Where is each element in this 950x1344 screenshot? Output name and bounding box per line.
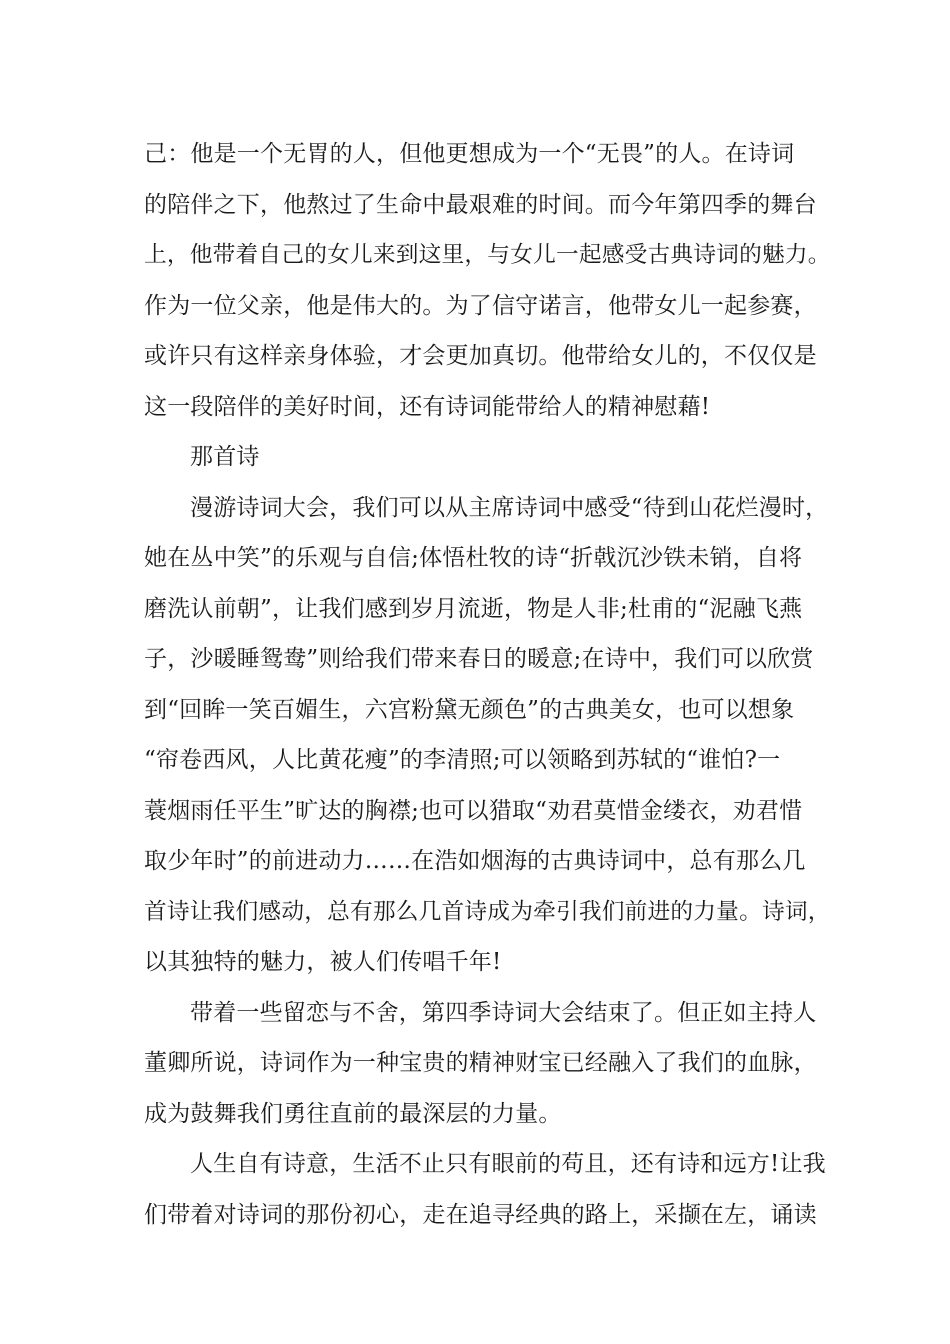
document-body — [144, 129, 834, 1240]
text-line-4: 作为一位父亲，他是伟大的。为了信守诺言，他带女儿一起参赛， — [144, 292, 817, 319]
text-line-6: 这一段陪伴的美好时间，还有诗词能带给人的精神慰藉! — [144, 393, 711, 420]
text-line-5: 或许只有这样亲身体验，才会更加真切。他带给女儿的，不仅仅是 — [144, 343, 817, 369]
text-line-11: 子，沙暖睡鸳鸯”则给我们带来春日的暖意;在诗中，我们可以欣赏 — [144, 646, 814, 672]
text-line-22: 们带着对诗词的那份初心，走在追寻经典的路上，采撷在左，诵读 — [144, 1201, 817, 1228]
text-line-3: 上，他带着自己的女儿来到这里，与女儿一起感受古典诗词的魅力。 — [144, 242, 831, 268]
section-heading: 那首诗 — [190, 444, 260, 470]
text-line-16: 首诗让我们感动，总有那么几首诗成为牵引我们前进的力量。诗词， — [144, 898, 831, 925]
text-line-15: 取少年时”的前进动力……在浩如烟海的古典诗词中，总有那么几 — [144, 848, 806, 874]
text-line-1: 己：他是一个无胃的人，但他更想成为一个“无畏”的人。在诗词 — [144, 141, 795, 167]
text-line-21: 人生自有诗意，生活不止只有眼前的苟且，还有诗和远方!让我 — [190, 1151, 826, 1177]
text-line-18: 带着一些留恋与不舍，第四季诗词大会结束了。但正如主持人 — [190, 999, 817, 1026]
text-line-19: 董卿所说，诗词作为一种宝贵的精神财宝已经融入了我们的血脉， — [144, 1050, 817, 1076]
text-line-13: “帘卷西风，人比黄花瘦”的李清照;可以领略到苏轼的“谁怕?一 — [144, 747, 781, 773]
text-line-8: 漫游诗词大会，我们可以从主席诗词中感受“待到山花烂漫时， — [190, 494, 829, 521]
text-line-9: 她在丛中笑”的乐观与自信;体悟杜牧的诗“折戟沉沙铁未销，自将 — [144, 545, 803, 571]
text-line-14: 蓑烟雨任平生”旷达的胸襟;也可以猎取“劝君莫惜金缕衣，劝君惜 — [144, 797, 803, 824]
text-line-2: 的陪伴之下，他熬过了生命中最艰难的时间。而今年第四季的舞台 — [144, 191, 817, 218]
text-line-17: 以其独特的魅力，被人们传唱千年! — [144, 949, 502, 975]
text-line-12: 到“回眸一笑百媚生，六宫粉黛无颜色”的古典美女，也可以想象 — [144, 696, 795, 723]
text-line-10: 磨洗认前朝”，让我们感到岁月流逝，物是人非;杜甫的“泥融飞燕 — [144, 595, 803, 622]
text-line-20: 成为鼓舞我们勇往直前的最深层的力量。 — [144, 1100, 562, 1127]
